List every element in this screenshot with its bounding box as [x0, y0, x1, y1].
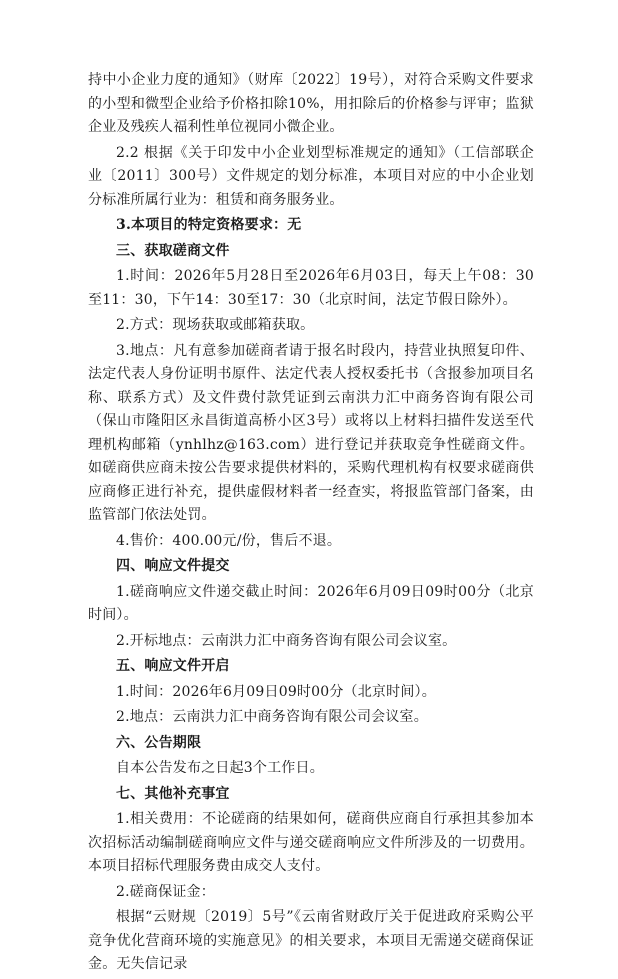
paragraph-obtain-location: 3.地点：凡有意参加磋商者请于报名时段内，持营业执照复印件、法定代表人身份证明书原件、法定代表人授权委托书（含报参加项目名称、联系方式）及文件费付款凭证到云南洪力汇中商务咨询有限公司（保山市隆阳区永昌街道高桥小区3号）或将以上材料扫描件发送至代理机构邮箱（ynhlhz@163.com）进行登记并获取竞争性磋商文件。如磋商供应商未按公告要求提供材料的，采购代理机构有权要求磋商供应商修正进行补充，提供虚假材料者一经查实，将报监管部门备案，由监管部门依法处罚。	[88, 342, 534, 523]
paragraph-price: 4.售价：400.00元/份，售后不退。	[116, 532, 342, 549]
paragraph-opening-location: 2.开标地点：云南洪力汇中商务咨询有限公司会议室。	[116, 632, 457, 649]
paragraph-related-fees: 1.相关费用：不论磋商的结果如何，磋商供应商自行承担其参加本次招标活动编制磋商响应文件与递交磋商响应文件所涉及的一切费用。本项目招标代理服务费由成交人支付。	[88, 811, 534, 874]
paragraph-submission-deadline: 1.磋商响应文件递交截止时间：2026年6月09日09时00分（北京时间）。	[88, 583, 534, 623]
paragraph-opening-place: 2.地点：云南洪力汇中商务咨询有限公司会议室。	[116, 709, 428, 725]
paragraph-announcement-period: 自本公告发布之日起3个工作日。	[116, 760, 324, 776]
paragraph-obtain-time: 1.时间：2026年5月28日至2026年6月03日，每天上午08：30至11：30，下午14：30至17：30（北京时间，法定节假日除外）。	[88, 268, 534, 308]
heading-special-qualification: 3.本项目的特定资格要求：无	[116, 217, 302, 233]
paragraph-deposit-details: 根据“云财规〔2019〕5号”《云南省财政厅关于促进政府采购公平竞争优化营商环境的实施意见》的相关要求，本项目无需递交磋商保证金。无失信记录	[88, 909, 534, 972]
heading-other-matters: 七、其他补充事宜	[116, 785, 230, 802]
paragraph-sme-price-deduction: 持中小企业力度的通知》（财库〔2022〕19号），对符合采购文件要求的小型和微型企业给予价格扣除10%，用扣除后的价格参与评审；监狱企业及残疾人福利性单位视同小微企业。	[88, 72, 534, 135]
paragraph-deposit-title: 2.磋商保证金：	[116, 883, 215, 900]
heading-opening: 五、响应文件开启	[116, 658, 230, 674]
paragraph-obtain-method: 2.方式：现场获取或邮箱获取。	[116, 317, 315, 333]
document-page	[88, 69, 534, 979]
paragraph-sme-classification: 2.2 根据《关于印发中小企业划型标准规定的通知》（工信部联企业〔2011〕300号）文件规定的划分标准，本项目对应的中小企业划分标准所属行业为：租赁和商务服务业。	[88, 144, 534, 208]
heading-obtain-documents: 三、获取磋商文件	[116, 242, 230, 259]
heading-announcement-period: 六、公告期限	[116, 734, 202, 751]
heading-submission: 四、响应文件提交	[116, 558, 230, 574]
paragraph-opening-time: 1.时间：2026年6月09日09时00分（北京时间）。	[116, 683, 436, 700]
